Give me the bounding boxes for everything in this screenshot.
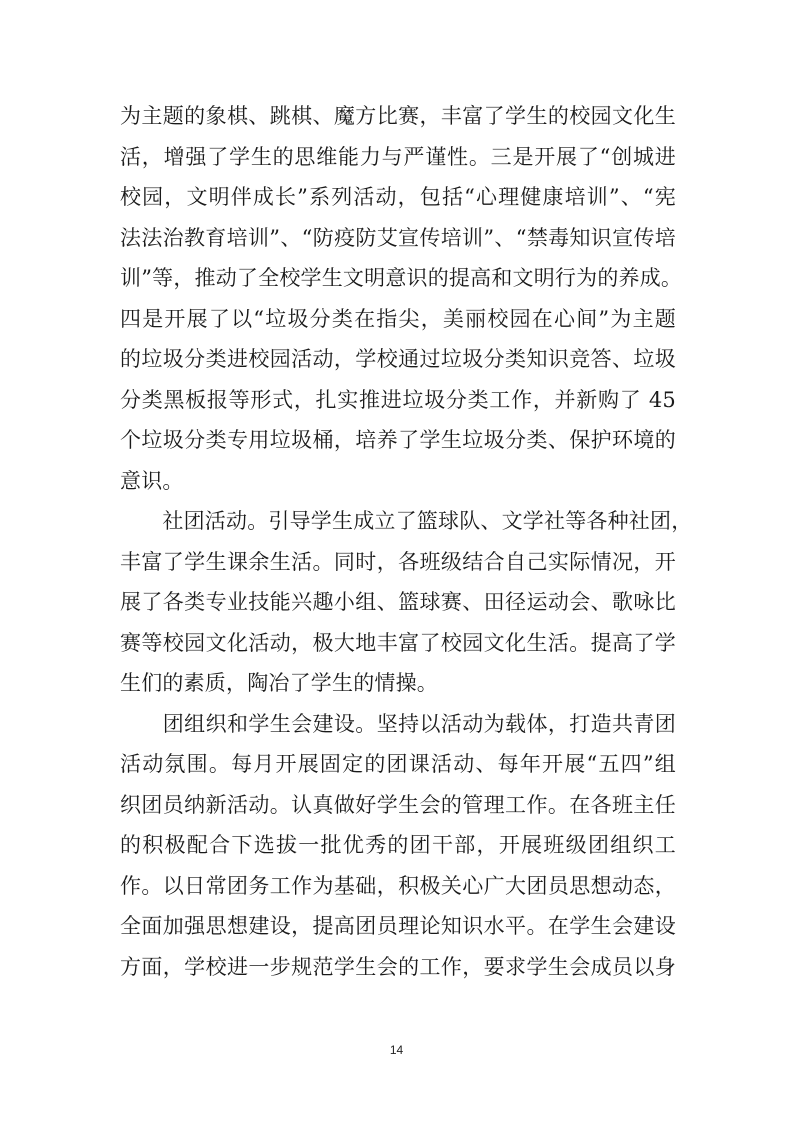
text-line: 的垃圾分类进校园活动，学校通过垃圾分类知识竞答、垃圾 <box>120 347 676 371</box>
text-line: 作。以日常团务工作为基础，积极关心广大团员思想动态， <box>120 873 676 898</box>
text-line: 分类黑板报等形式，扎实推进垃圾分类工作，并新购了 45 <box>120 387 676 412</box>
text-line: 团组织和学生会建设。坚持以活动为载体，打造共青团 <box>120 711 676 736</box>
page-number: 14 <box>389 1043 404 1057</box>
text-line: 的积极配合下选拔一批优秀的团干部，开展班级团组织工 <box>120 833 676 857</box>
text-line: 织团员纳新活动。认真做好学生会的管理工作。在各班主任 <box>120 792 676 817</box>
text-line: 展了各类专业技能兴趣小组、篮球赛、田径运动会、歌咏比 <box>120 590 676 614</box>
text-line: 法法治教育培训”、“防疫防艾宣传培训”、“禁毒知识宣传培 <box>120 225 676 250</box>
text-line: 为主题的象棋、跳棋、魔方比赛，丰富了学生的校园文化生 <box>120 104 676 128</box>
text-line: 方面，学校进一步规范学生会的工作，要求学生会成员以身 <box>120 954 676 979</box>
text-line: 活动氛围。每月开展固定的团课活动、每年开展“五四”组 <box>120 752 676 776</box>
text-line: 校园，文明伴成长”系列活动，包括“心理健康培训”、“宪 <box>120 185 676 209</box>
text-line: 生们的素质，陶冶了学生的情操。 <box>120 671 438 695</box>
text-line: 全面加强思想建设，提高团员理论知识水平。在学生会建设 <box>120 914 676 938</box>
text-line: 个垃圾分类专用垃圾桶，培养了学生垃圾分类、保护环境的 <box>120 428 676 452</box>
text-line: 丰富了学生课余生活。同时，各班级结合自己实际情况，开 <box>120 549 676 574</box>
text-line: 四是开展了以“垃圾分类在指尖，美丽校园在心间”为主题 <box>120 306 676 331</box>
text-line: 训”等，推动了全校学生文明意识的提高和文明行为的养成。 <box>120 266 683 290</box>
text-line: 社团活动。引导学生成立了篮球队、文学社等各种社团， <box>120 509 693 533</box>
text-line: 意识。 <box>120 468 184 493</box>
body-text <box>120 96 693 987</box>
text-line: 赛等校园文化活动，极大地丰富了校园文化生活。提高了学 <box>120 630 676 655</box>
text-line: 活，增强了学生的思维能力与严谨性。三是开展了“创城进 <box>120 144 676 169</box>
